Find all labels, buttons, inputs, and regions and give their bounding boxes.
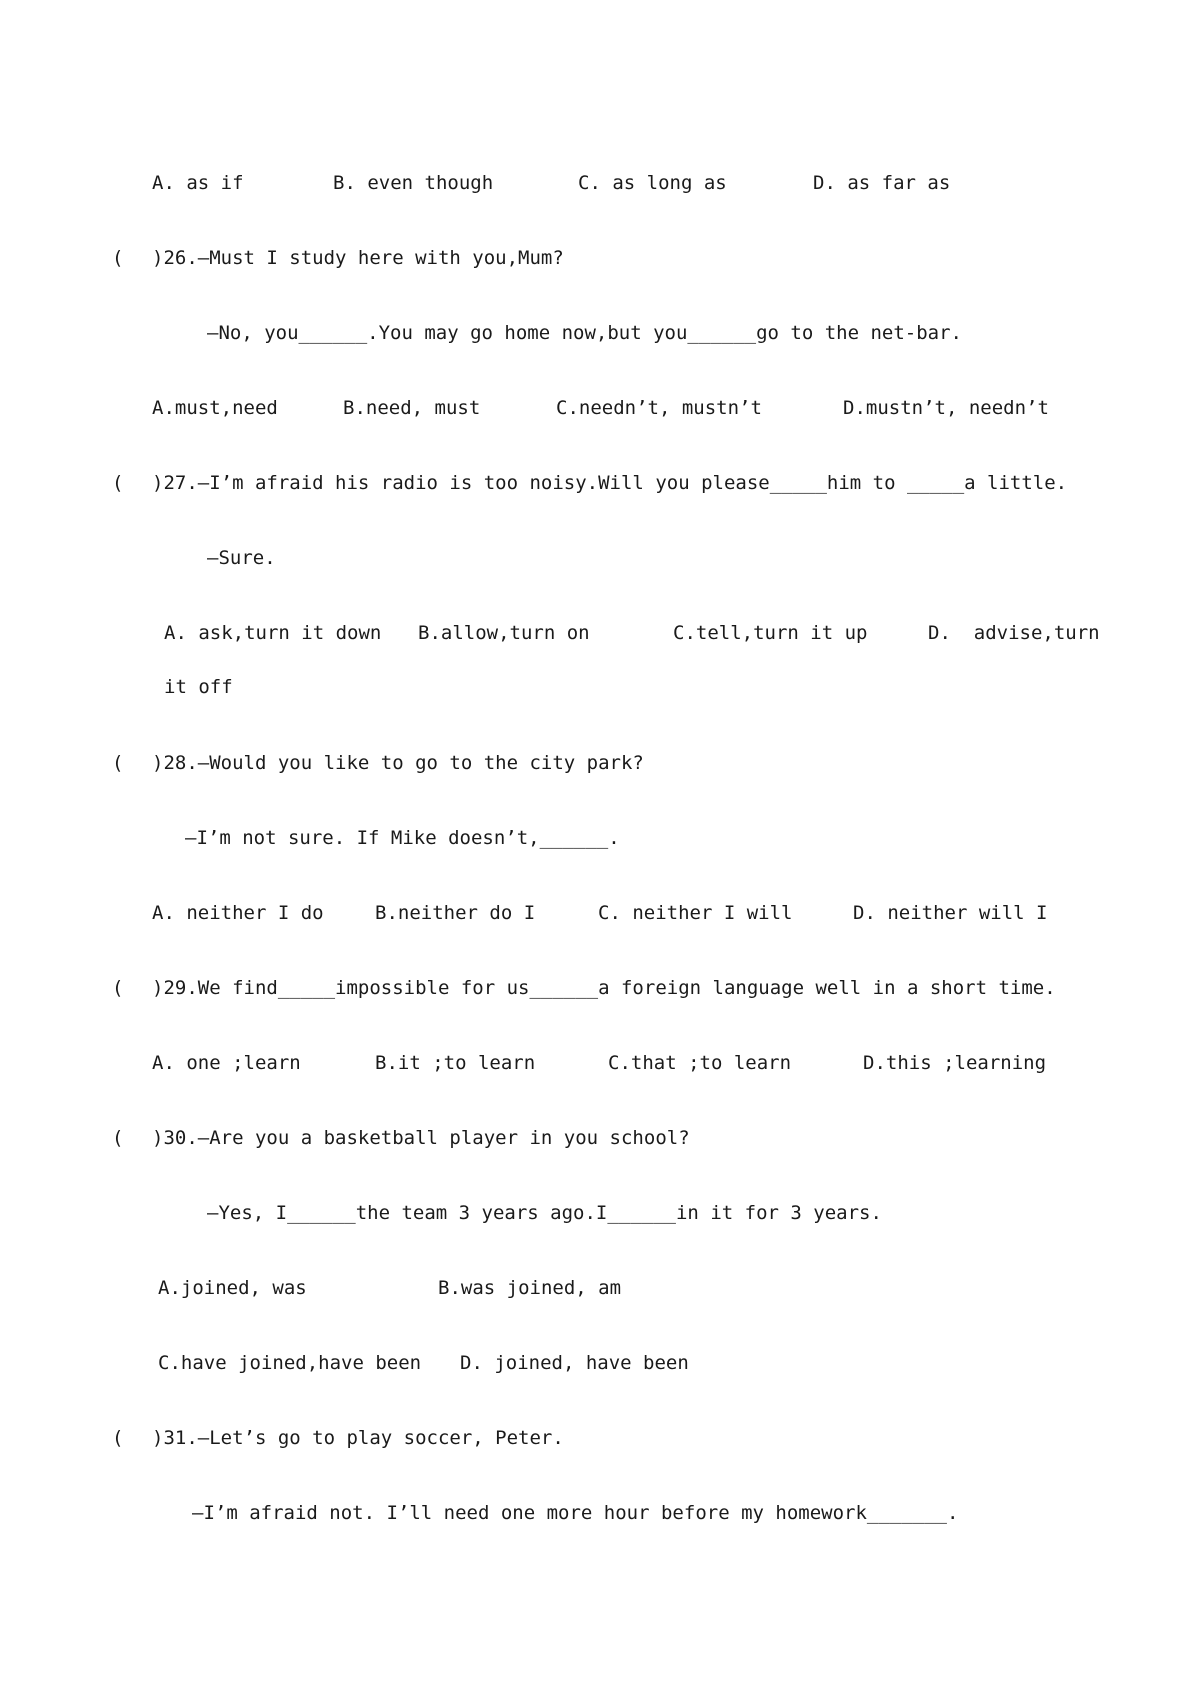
q31-stem: )31.—Let’s go to play soccer, Peter. — [152, 1427, 564, 1449]
q29-option-c: C.that ;to learn — [608, 1052, 792, 1074]
q27-reply: —Sure. — [207, 547, 276, 569]
q25-option-c: C. as long as — [578, 172, 727, 194]
q28-option-d: D. neither will I — [853, 902, 1048, 924]
q28-stem: )28.—Would you like to go to the city park? — [152, 752, 644, 774]
q27-option-d: D. advise,turn — [928, 622, 1100, 644]
q26-option-c: C.needn’t, mustn’t — [556, 397, 762, 419]
q28-option-a: A. neither I do — [152, 902, 324, 924]
q30-answer-paren: ( — [112, 1127, 124, 1149]
q29-option-a: A. one ;learn — [152, 1052, 301, 1074]
q27-option-a: A. ask,turn it down — [164, 622, 382, 644]
q25-option-b: B. even though — [333, 172, 494, 194]
q28-answer-paren: ( — [112, 752, 124, 774]
q29-option-d: D.this ;learning — [863, 1052, 1047, 1074]
q28-option-b: B.neither do I — [375, 902, 536, 924]
q27-answer-paren: ( — [112, 472, 124, 494]
q26-answer-paren: ( — [112, 247, 124, 269]
q25-option-d: D. as far as — [813, 172, 951, 194]
q29-answer-paren: ( — [112, 977, 124, 999]
q31-answer-paren: ( — [112, 1427, 124, 1449]
q28-reply: —I’m not sure. If Mike doesn’t,______. — [185, 827, 620, 849]
q26-option-b: B.need, must — [343, 397, 481, 419]
q27-option-d-wrap: it off — [164, 676, 233, 698]
q27-option-b: B.allow,turn on — [418, 622, 590, 644]
q30-reply: —Yes, I______the team 3 years ago.I______in it for 3 years. — [207, 1202, 882, 1224]
q26-option-d: D.mustn’t, needn’t — [843, 397, 1049, 419]
q31-reply: —I’m afraid not. I’ll need one more hour before my homework_______. — [192, 1502, 959, 1524]
q25-option-a: A. as if — [152, 172, 244, 194]
q27-option-c: C.tell,turn it up — [673, 622, 868, 644]
q29-stem: )29.We find_____impossible for us______a foreign language well in a short time. — [152, 977, 1056, 999]
q27-stem: )27.—I’m afraid his radio is too noisy.Will you please_____him to _____a little. — [152, 472, 1068, 494]
q26-stem: )26.—Must I study here with you,Mum? — [152, 247, 564, 269]
q30-stem: )30.—Are you a basketball player in you school? — [152, 1127, 690, 1149]
q30-option-b: B.was joined, am — [438, 1277, 622, 1299]
q29-option-b: B.it ;to learn — [375, 1052, 536, 1074]
q30-option-a: A.joined, was — [158, 1277, 307, 1299]
q28-option-c: C. neither I will — [598, 902, 793, 924]
q30-option-c: C.have joined,have been — [158, 1352, 422, 1374]
q26-reply: —No, you______.You may go home now,but you______go to the net-bar. — [207, 322, 962, 344]
q30-option-d: D. joined, have been — [460, 1352, 689, 1374]
q26-option-a: A.must,need — [152, 397, 278, 419]
